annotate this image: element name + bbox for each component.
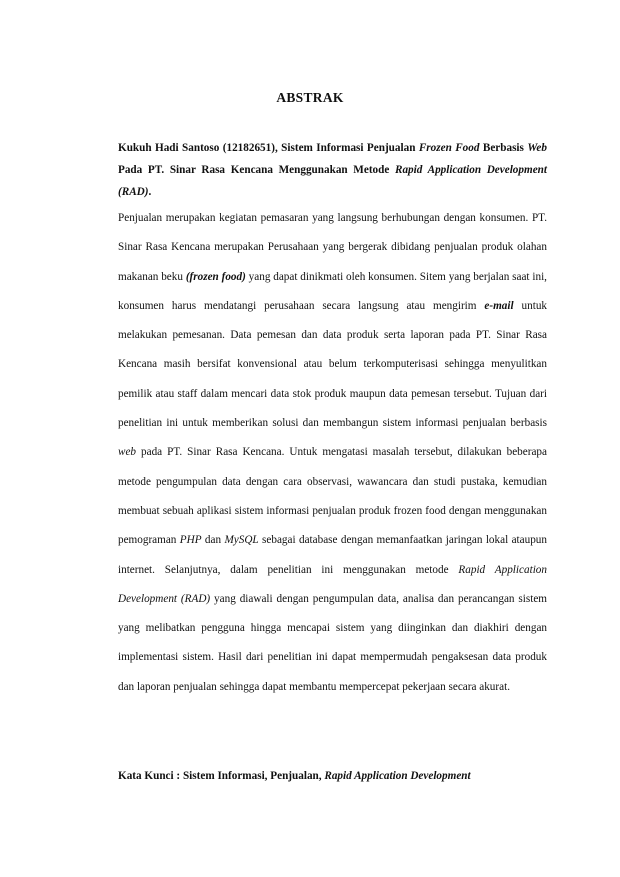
body-italic-email: e-mail xyxy=(484,299,514,312)
header-text-berbasis: Berbasis xyxy=(479,142,528,154)
body-italic-frozen-food: (frozen food) xyxy=(185,270,246,283)
abstract-body xyxy=(118,204,547,702)
body-italic-php: PHP xyxy=(179,534,202,547)
header-author-text: Kukuh Hadi Santoso (12182651), Sistem Informasi Penjualan xyxy=(118,142,419,154)
header-italic-rad: Rapid Application Development (RAD) xyxy=(118,164,547,198)
header-text-company: Pada PT. Sinar Rasa Kencana Menggunakan Metode xyxy=(118,164,395,176)
body-text: Penjualan merupakan kegiatan pemasaran yang langsung berhubungan dengan konsumen. PT. Sinar Rasa Kencana merupakan Perusahaan yang bergerak dibidang penjualan produk olahan makanan beku xyxy=(118,212,547,283)
abstract-header xyxy=(118,137,547,203)
body-text: untuk melakukan pemesanan. Data pemesan dan data produk serta laporan pada PT. Sinar Rasa Kencana masih bersifat konvensional atau belum terkomputerisasi sehingga menyulitkan pemilik atau staff dalam mencari data stok produk maupun data pemesan tersebut. Tujuan dari penelitian ini untuk memberikan solusi dan membangun sistem informasi penjualan berbasis xyxy=(118,299,548,430)
body-text: sebagai database dengan memanfaatkan jaringan lokal ataupun internet. Selanjutnya, dalam penelitian ini menggunakan metode xyxy=(118,534,547,576)
body-text: yang dapat dinikmati oleh konsumen. Sitem yang berjalan saat ini, konsumen harus mendatangi perusahaan secara langsung atau mengirim xyxy=(118,270,547,312)
keywords-line xyxy=(118,765,547,787)
body-italic-mysql: MySQL xyxy=(224,534,259,547)
keywords-italic-rad: Rapid Application Development xyxy=(324,770,471,782)
body-text: pada PT. Sinar Rasa Kencana. Untuk mengatasi masalah tersebut, dilakukan beberapa metode pengumpulan data dengan cara observasi, wawancara dan studi pustaka, kemudian membuat sebuah aplikasi sistem informasi penjualan produk frozen food dengan menggunakan pemograman xyxy=(118,446,547,547)
body-text: yang diawali dengan pengumpulan data, analisa dan perancangan sistem yang melibatkan pengguna hingga mencapai sistem yang diinginkan dan diakhiri dengan implementasi sistem. Hasil dari penelitian ini dapat mempermudah pengaksesan data produk dan laporan penjualan sehingga dapat membantu mempercepat pekerjaan secara akurat. xyxy=(118,592,548,693)
header-italic-frozen-food: Frozen Food xyxy=(418,142,480,154)
header-italic-web: Web xyxy=(527,142,547,154)
header-end-period: . xyxy=(148,186,152,198)
body-italic-rad: Rapid Application Development (RAD) xyxy=(118,563,547,605)
page-title: ABSTRAK xyxy=(276,90,344,105)
body-text: dan xyxy=(201,534,225,547)
keywords-label: Kata Kunci : Sistem Informasi, Penjualan, xyxy=(118,770,325,782)
body-italic-web: web xyxy=(118,446,137,459)
